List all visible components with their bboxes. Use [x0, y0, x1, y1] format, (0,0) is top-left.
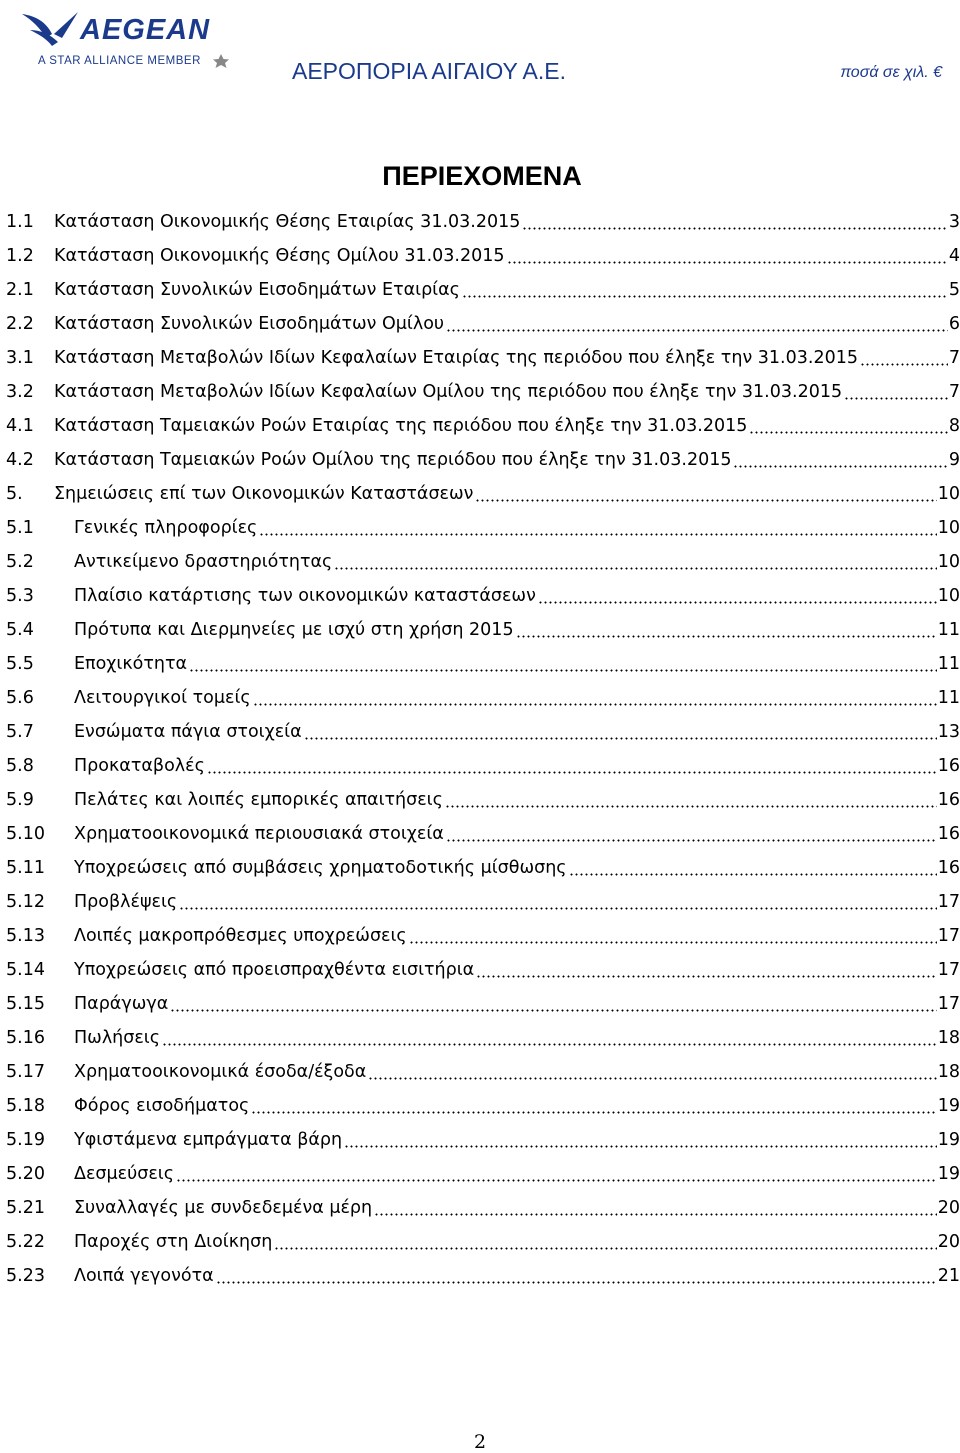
toc-entry-number: 3.2 [6, 382, 34, 402]
toc-entry-title: Υποχρεώσεις από προεισπραχθέντα εισιτήρια [74, 960, 475, 980]
toc-entry[interactable] [6, 443, 960, 477]
toc-dot-leader [374, 1213, 937, 1216]
toc-entry[interactable] [6, 579, 960, 613]
toc-entry-page: 16 [937, 824, 960, 844]
toc-dot-leader [569, 873, 937, 876]
toc-entry-number: 5.11 [6, 858, 45, 878]
toc-entry-page: 16 [937, 790, 960, 810]
toc-entry[interactable] [6, 239, 960, 273]
toc-entry[interactable] [6, 817, 960, 851]
toc-entry[interactable] [6, 715, 960, 749]
toc-entry[interactable] [6, 273, 960, 307]
toc-entry[interactable] [6, 681, 960, 715]
toc-entry[interactable] [6, 783, 960, 817]
toc-entry-number: 5.1 [6, 518, 34, 538]
toc-entry-title: Εποχικότητα [74, 654, 188, 674]
toc-entry-number: 5.20 [6, 1164, 45, 1184]
star-alliance-icon [208, 54, 234, 68]
toc-entry-number: 5.17 [6, 1062, 45, 1082]
toc-dot-leader [409, 941, 937, 944]
toc-entry-title: Πλαίσιο κατάρτισης των οικονομικών καταστάσεων [74, 586, 536, 606]
toc-entry-page: 10 [937, 518, 960, 538]
toc-entry-number: 5. [6, 484, 23, 504]
toc-entry-number: 5.22 [6, 1232, 45, 1252]
toc-dot-leader [445, 805, 937, 808]
toc-entry-title: Φόρος εισοδήματος [74, 1096, 250, 1116]
toc-entry-title: Κατάσταση Συνολικών Εισοδημάτων Εταιρίας [54, 280, 460, 300]
toc-entry-title: Κατάσταση Οικονομικής Θέσης Ομίλου 31.03.2015 [54, 246, 505, 266]
toc-dot-leader [446, 839, 937, 842]
currency-units-note: ποσά σε χιλ. € [840, 64, 942, 81]
toc-entry-number: 5.23 [6, 1266, 45, 1286]
toc-entry-number: 5.7 [6, 722, 34, 742]
toc-entry-title: Παράγωγα [74, 994, 169, 1014]
toc-entry-title: Κατάσταση Ταμειακών Ροών Ομίλου της περιόδου που έληξε την 31.03.2015 [54, 450, 732, 470]
toc-entry[interactable] [6, 545, 960, 579]
toc-entry-page: 17 [937, 926, 960, 946]
toc-entry-page: 6 [948, 314, 960, 334]
toc-dot-leader [733, 465, 947, 468]
toc-entry-page: 10 [937, 484, 960, 504]
toc-entry-title: Προβλέψεις [74, 892, 178, 912]
toc-entry-page: 19 [937, 1096, 960, 1116]
toc-entry[interactable] [6, 987, 960, 1021]
toc-dot-leader [259, 533, 936, 536]
toc-entry-number: 5.15 [6, 994, 45, 1014]
toc-entry-title: Λειτουργικοί τομείς [74, 688, 251, 708]
toc-entry-page: 5 [948, 280, 960, 300]
toc-entry-page: 19 [937, 1164, 960, 1184]
toc-entry-number: 1.2 [6, 246, 34, 266]
toc-dot-leader [860, 363, 948, 366]
toc-entry-number: 5.10 [6, 824, 45, 844]
toc-dot-leader [507, 261, 948, 264]
toc-entry[interactable] [6, 307, 960, 341]
toc-dot-leader [462, 295, 948, 298]
toc-dot-leader [538, 601, 937, 604]
company-name: ΑΕΡΟΠΟΡΙΑ ΑΙΓΑΙΟΥ Α.Ε. [292, 58, 567, 84]
toc-entry-number: 5.3 [6, 586, 34, 606]
toc-entry-page: 7 [948, 382, 960, 402]
toc-entry-page: 10 [937, 552, 960, 572]
toc-entry-number: 5.14 [6, 960, 45, 980]
toc-entry-title: Πωλήσεις [74, 1028, 161, 1048]
toc-entry[interactable] [6, 953, 960, 987]
toc-entry-title: Πελάτες και λοιπές εμπορικές απαιτήσεις [74, 790, 443, 810]
toc-entry-number: 2.1 [6, 280, 34, 300]
toc-entry-page: 10 [937, 586, 960, 606]
toc-entry-number: 5.2 [6, 552, 34, 572]
toc-entry[interactable] [6, 1259, 960, 1293]
toc-entry-page: 18 [937, 1062, 960, 1082]
toc-entry-page: 11 [937, 654, 960, 674]
toc-entry-page: 16 [937, 756, 960, 776]
toc-dot-leader [522, 227, 947, 230]
toc-entry-page: 3 [948, 212, 960, 232]
toc-entry-number: 5.8 [6, 756, 34, 776]
toc-entry[interactable] [6, 613, 960, 647]
toc-entry[interactable] [6, 1055, 960, 1089]
toc-entry-page: 17 [937, 892, 960, 912]
toc-entry[interactable] [6, 1123, 960, 1157]
toc-entry-title: Ενσώματα πάγια στοιχεία [74, 722, 302, 742]
toc-entry-page: 19 [937, 1130, 960, 1150]
toc-dot-leader [368, 1077, 936, 1080]
toc-entry[interactable] [6, 205, 960, 239]
toc-entry[interactable] [6, 341, 960, 375]
toc-entry[interactable] [6, 1021, 960, 1055]
toc-entry-title: Σημειώσεις επί των Οικονομικών Καταστάσεων [54, 484, 474, 504]
toc-entry-number: 4.1 [6, 416, 34, 436]
toc-entry-number: 5.6 [6, 688, 34, 708]
toc-entry-title: Κατάσταση Οικονομικής Θέσης Εταιρίας 31.03.2015 [54, 212, 521, 232]
toc-entry[interactable] [6, 511, 960, 545]
toc-entry-title: Χρηματοοικονομικά περιουσιακά στοιχεία [74, 824, 444, 844]
toc-entry-page: 11 [937, 688, 960, 708]
toc-entry-page: 7 [948, 348, 960, 368]
toc-entry[interactable] [6, 1225, 960, 1259]
toc-entry-number: 5.13 [6, 926, 45, 946]
toc-entry-title: Κατάσταση Μεταβολών Ιδίων Κεφαλαίων Ομίλου της περιόδου που έληξε την 31.03.2015 [54, 382, 843, 402]
logo-wordmark: AEGEAN [80, 14, 211, 46]
logo-tagline: A STAR ALLIANCE MEMBER [38, 54, 234, 68]
toc-entry-title: Υποχρεώσεις από συμβάσεις χρηματοδοτικής μίσθωσης [74, 858, 567, 878]
toc-entry-title: Κατάσταση Συνολικών Εισοδημάτων Ομίλου [54, 314, 445, 334]
aegean-bird-icon [18, 8, 82, 52]
toc-dot-leader [216, 1281, 937, 1284]
toc-heading [0, 161, 960, 192]
toc-entry-title: Αντικείμενο δραστηριότητας [74, 552, 333, 572]
table-of-contents [6, 205, 960, 1293]
toc-dot-leader [170, 1009, 936, 1012]
toc-dot-leader [844, 397, 948, 400]
toc-heading-text: ΠΕΡΙΕΧΟΜΕΝΑ [382, 161, 582, 191]
toc-entry-page: 17 [937, 994, 960, 1014]
toc-dot-leader [274, 1247, 936, 1250]
toc-entry-page: 11 [937, 620, 960, 640]
toc-entry-title: Προκαταβολές [74, 756, 205, 776]
toc-entry[interactable] [6, 375, 960, 409]
toc-entry[interactable] [6, 647, 960, 681]
toc-entry[interactable] [6, 851, 960, 885]
toc-entry-page: 18 [937, 1028, 960, 1048]
toc-entry-page: 20 [937, 1232, 960, 1252]
toc-entry-title: Υφιστάμενα εμπράγματα βάρη [74, 1130, 343, 1150]
toc-dot-leader [251, 1111, 936, 1114]
toc-entry-page: 16 [937, 858, 960, 878]
toc-entry-title: Δεσμεύσεις [74, 1164, 174, 1184]
toc-dot-leader [207, 771, 937, 774]
toc-dot-leader [516, 635, 937, 638]
toc-entry[interactable] [6, 409, 960, 443]
toc-entry-number: 5.9 [6, 790, 34, 810]
toc-entry-title: Συναλλαγές με συνδεδεμένα μέρη [74, 1198, 373, 1218]
toc-entry-page: 20 [937, 1198, 960, 1218]
page-header [0, 0, 960, 100]
aegean-logo [18, 8, 250, 72]
toc-dot-leader [476, 975, 937, 978]
toc-entry-number: 1.1 [6, 212, 34, 232]
toc-entry[interactable] [6, 477, 960, 511]
toc-dot-leader [446, 329, 948, 332]
toc-dot-leader [475, 499, 936, 502]
toc-entry-number: 5.5 [6, 654, 34, 674]
toc-entry-number: 3.1 [6, 348, 34, 368]
toc-entry-title: Κατάσταση Μεταβολών Ιδίων Κεφαλαίων Εταιρίας της περιόδου που έληξε την 31.03.2015 [54, 348, 858, 368]
toc-entry-page: 13 [937, 722, 960, 742]
toc-dot-leader [344, 1145, 937, 1148]
toc-entry[interactable] [6, 919, 960, 953]
toc-entry-number: 5.21 [6, 1198, 45, 1218]
toc-dot-leader [304, 737, 937, 740]
toc-entry-title: Παροχές στη Διοίκηση [74, 1232, 273, 1252]
toc-entry[interactable] [6, 885, 960, 919]
toc-entry[interactable] [6, 1191, 960, 1225]
toc-entry-number: 5.12 [6, 892, 45, 912]
toc-entry-title: Λοιπά γεγονότα [74, 1266, 214, 1286]
toc-entry-number: 4.2 [6, 450, 34, 470]
toc-dot-leader [749, 431, 948, 434]
toc-entry-title: Πρότυπα και Διερμηνείες με ισχύ στη χρήση 2015 [74, 620, 514, 640]
toc-entry[interactable] [6, 749, 960, 783]
toc-dot-leader [189, 669, 937, 672]
toc-dot-leader [253, 703, 937, 706]
toc-entry-number: 5.16 [6, 1028, 45, 1048]
toc-entry-number: 2.2 [6, 314, 34, 334]
toc-entry-title: Γενικές πληροφορίες [74, 518, 258, 538]
toc-entry[interactable] [6, 1157, 960, 1191]
toc-entry-page: 17 [937, 960, 960, 980]
toc-entry-title: Λοιπές μακροπρόθεσμες υποχρεώσεις [74, 926, 407, 946]
toc-entry-title: Κατάσταση Ταμειακών Ροών Εταιρίας της περιόδου που έληξε την 31.03.2015 [54, 416, 748, 436]
toc-dot-leader [179, 907, 937, 910]
toc-entry-page: 8 [948, 416, 960, 436]
toc-entry-number: 5.18 [6, 1096, 45, 1116]
toc-dot-leader [334, 567, 936, 570]
toc-entry-page: 9 [948, 450, 960, 470]
page-number: 2 [473, 1431, 487, 1453]
toc-entry-number: 5.4 [6, 620, 34, 640]
toc-entry-page: 21 [937, 1266, 960, 1286]
toc-dot-leader [162, 1043, 937, 1046]
toc-entry-number: 5.19 [6, 1130, 45, 1150]
toc-entry[interactable] [6, 1089, 960, 1123]
toc-dot-leader [176, 1179, 937, 1182]
toc-entry-page: 4 [948, 246, 960, 266]
toc-entry-title: Χρηματοοικονομικά έσοδα/έξοδα [74, 1062, 367, 1082]
